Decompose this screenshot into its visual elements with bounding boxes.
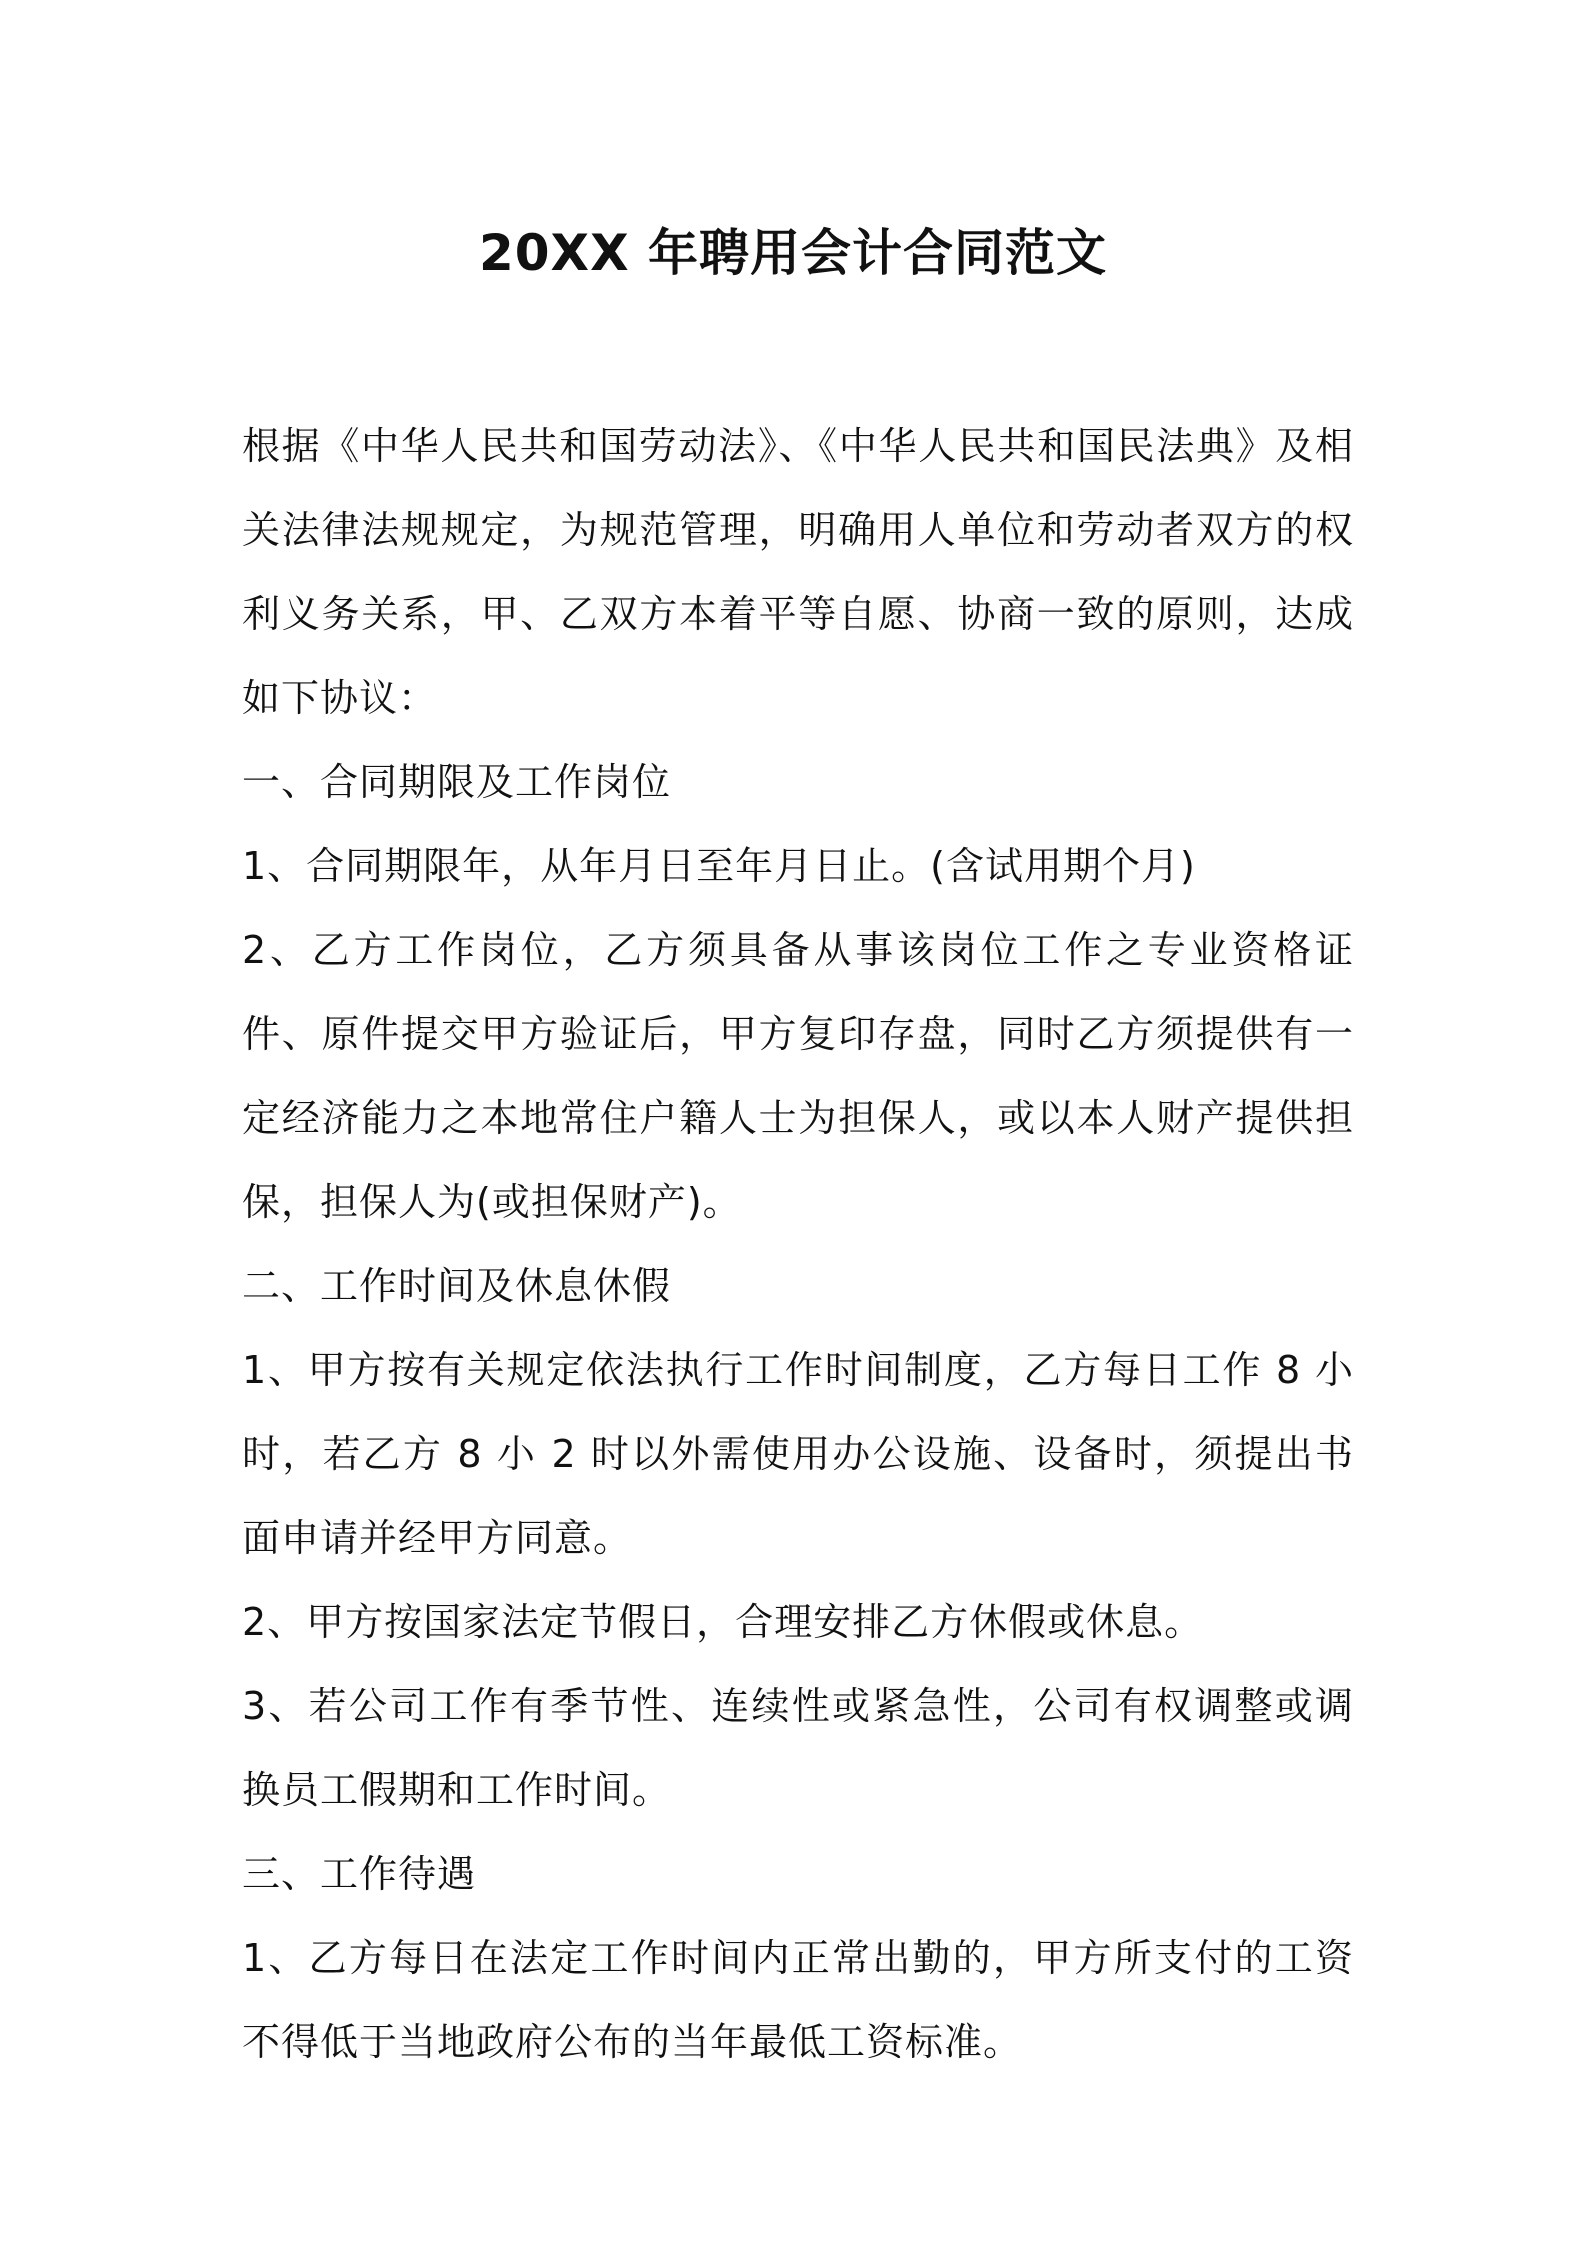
clause-2-2: 2、甲方按国家法定节假日，合理安排乙方休假或休息。 — [242, 1600, 1204, 1644]
section-heading-3: 三、工作待遇 — [242, 1852, 477, 1896]
clause-1-1: 1、合同期限年，从年月日至年月日止。(含试用期个月) — [242, 844, 1196, 888]
clause-1-2: 2、乙方工作岗位，乙方须具备从事该岗位工作之专业资格证件、原件提交甲方验证后，甲方复印存盘，同时乙方须提供有一定经济能力之本地常住户籍人士为担保人，或以本人财产提供担保，担保人为(或担保财产)。 — [242, 928, 1354, 1224]
clause-2-1: 1、甲方按有关规定依法执行工作时间制度，乙方每日工作 8 小时，若乙方 8 小 2 时以外需使用办公设施、设备时，须提出书面申请并经甲方同意。 — [242, 1348, 1354, 1560]
clause-3-1: 1、乙方每日在法定工作时间内正常出勤的，甲方所支付的工资不得低于当地政府公布的当年最低工资标准。 — [242, 1936, 1354, 2064]
intro-paragraph: 根据《中华人民共和国劳动法》、《中华人民共和国民法典》及相关法律法规规定，为规范管理，明确用人单位和劳动者双方的权利义务关系，甲、乙双方本着平等自愿、协商一致的原则，达成如下协议： — [242, 424, 1354, 720]
section-heading-2: 二、工作时间及休息休假 — [242, 1264, 672, 1308]
section-heading-1: 一、合同期限及工作岗位 — [242, 760, 672, 804]
clause-2-3: 3、若公司工作有季节性、连续性或紧急性，公司有权调整或调换员工假期和工作时间。 — [242, 1684, 1354, 1812]
page-title: 20XX 年聘用会计合同范文 — [478, 224, 1108, 282]
document-body — [242, 404, 1354, 2084]
